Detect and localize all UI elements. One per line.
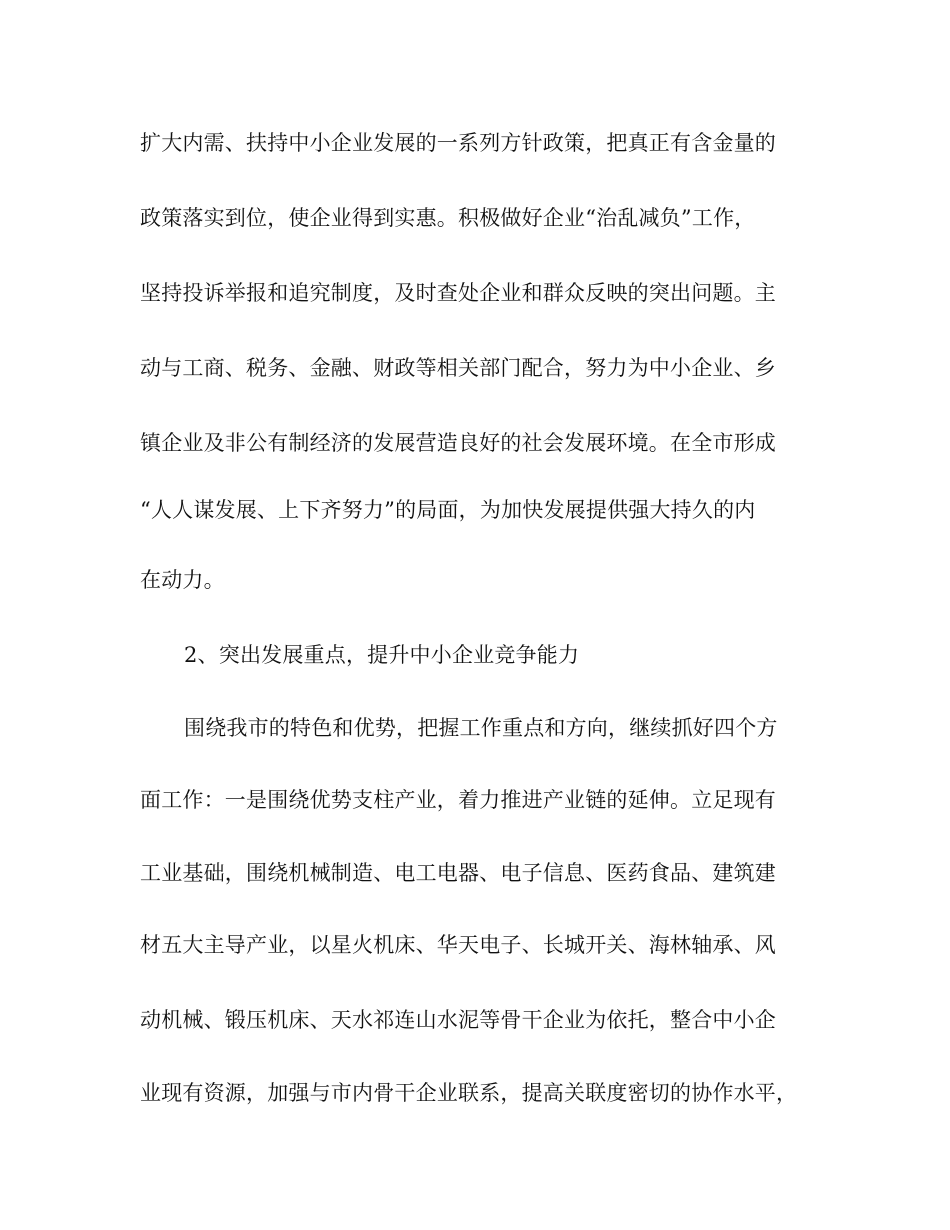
text-line: 扩大内需、扶持中小企业发展的一系列方针政策，把真正有含金量的 (140, 131, 776, 155)
text-line: 动与工商、税务、金融、财政等相关部门配合，努力为中小企业、乡 (140, 356, 776, 380)
text-line: 工业基础，围绕机械制造、电工电器、电子信息、医药食品、建筑建 (140, 861, 776, 885)
text-line: 坚持投诉举报和追究制度，及时查处企业和群众反映的突出问题。主 (140, 281, 776, 305)
text-line: 动机械、锻压机床、天水祁连山水泥等骨干企业为依托，整合中小企 (140, 1008, 776, 1032)
text-line: 政策落实到位，使企业得到实惠。积极做好企业“治乱减负”工作， (140, 206, 756, 230)
text-line: 镇企业及非公有制经济的发展营造良好的社会发展环境。在全市形成 (140, 431, 776, 455)
text-line: 围绕我市的特色和优势，把握工作重点和方向，继续抓好四个方 (184, 716, 778, 740)
text-line: “人人谋发展、上下齐努力”的局面，为加快发展提供强大持久的内 (140, 498, 756, 522)
text-line: 业现有资源，加强与市内骨干企业联系，提高关联度密切的协作水平， (140, 1081, 798, 1105)
section-heading: 2、突出发展重点，提升中小企业竞争能力 (184, 643, 580, 667)
text-line: 面工作：一是围绕优势支柱产业，着力推进产业链的延伸。立足现有 (140, 788, 776, 812)
text-line: 材五大主导产业，以星火机床、华天电子、长城开关、海林轴承、风 (140, 933, 776, 957)
text-line: 在动力。 (140, 568, 225, 592)
